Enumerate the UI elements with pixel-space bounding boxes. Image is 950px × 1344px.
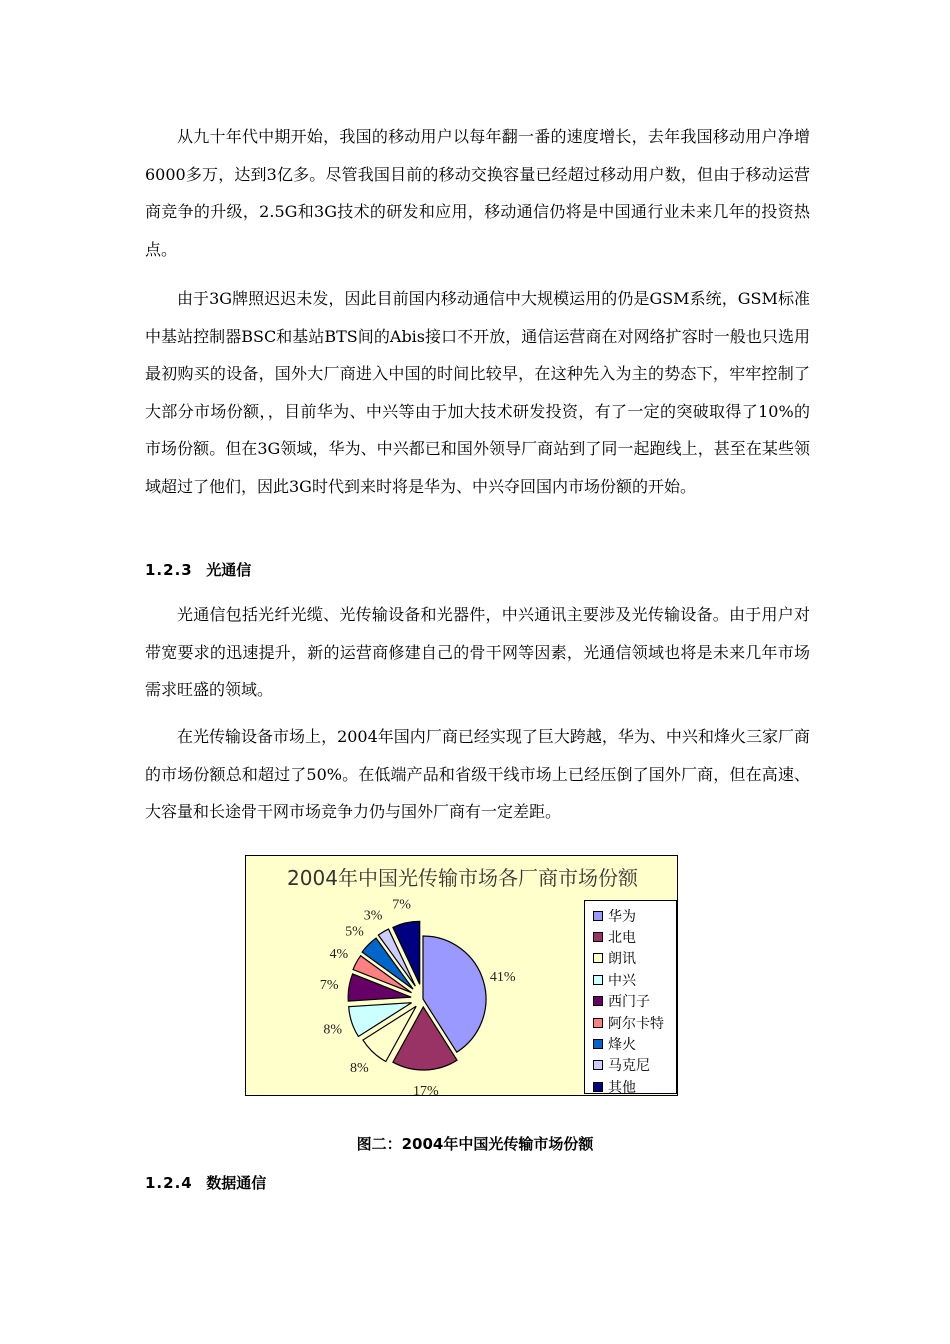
section-number: 1.2.4 [145,1174,193,1192]
slice-data-label: 41% [489,969,516,985]
legend-item [593,991,676,1012]
slice-data-label: 8% [350,1060,369,1076]
legend-item [593,1055,676,1076]
legend-label: 朗讯 [608,951,636,968]
section-title: 数据通信 [206,1174,267,1192]
legend-swatch [593,975,603,985]
legend-swatch [593,1039,603,1049]
slice-data-label: 17% [413,1083,439,1097]
legend-label: 其他 [608,1079,636,1096]
paragraph-optical-intro: 光通信包括光纤光缆、光传输设备和光器件，中兴通讯主要涉及光传输设备。由于用户对带宽要求的迅速提升，新的运营商修建自己的骨干网等因素，光通信领域也将是未来几年市场需求旺盛的领域。 [145,605,810,699]
legend-label: 阿尔卡特 [608,1015,664,1032]
section-heading-1-2-4 [145,1172,266,1193]
slice-data-label: 8% [323,1022,342,1038]
paragraph-gsm-market: 由于3G牌照迟迟未发，因此目前国内移动通信中大规模运用的仍是GSM系统，GSM标准中基站控制器BSC和基站BTS间的Abis接口不开放，通信运营商在对网络扩容时一般也只选用最初购买的设备，国外大厂商进入中国的时间比较早，在这种先入为主的势态下，牢牢控制了大部分市场份额，，目前华为、中兴等由于加大技术研发投资，有了一定的突破取得了10%的市场份额。但在3G领域，华为、中兴都已和国外领导厂商站到了同一起跑线上，甚至在某些领域超过了他们，因此3G时代到来时将是华为、中兴夺回国内市场份额的开始。 [145,289,810,496]
legend-label: 北电 [608,930,636,947]
legend-label: 马克尼 [608,1058,650,1075]
figure-caption: 图二：2004年中国光传输市场份额 [356,1135,594,1153]
legend-swatch [593,911,603,921]
section-heading-1-2-3 [145,559,251,580]
section-number: 1.2.3 [145,561,193,579]
legend-item [593,905,676,926]
chart-legend [584,900,677,1094]
legend-label: 西门子 [608,994,650,1011]
paragraph-mobile-growth: 从九十年代中期开始，我国的移动用户以每年翻一番的速度增长，去年我国移动用户净增6000多万，达到3亿多。尽管我国目前的移动交换容量已经超过移动用户数，但由于移动运营商竞争的升级，2.5G和3G技术的研发和应用，移动通信仍将是中国通行业未来几年的投资热点。 [145,127,810,259]
legend-swatch [593,1082,603,1092]
legend-label: 烽火 [608,1037,636,1054]
legend-item [593,948,676,969]
market-share-chart [245,855,678,1096]
legend-label: 华为 [608,908,636,925]
legend-item [593,969,676,990]
legend-label: 中兴 [608,972,636,989]
legend-item [593,926,676,947]
slice-data-label: 3% [363,908,383,924]
legend-item [593,1012,676,1033]
slice-data-label: 7% [319,978,339,994]
legend-item [593,1076,676,1097]
paragraph-optical-market: 在光传输设备市场上，2004年国内厂商已经实现了巨大跨越，华为、中兴和烽火三家厂商的市场份额总和超过了50%。在低端产品和省级干线市场上已经压倒了国外厂商，但在高速、大容量和长途骨干网市场竞争力仍与国外厂商有一定差距。 [145,727,810,821]
legend-item [593,1033,676,1054]
legend-swatch [593,996,603,1006]
legend-swatch [593,953,603,963]
legend-swatch [593,932,603,942]
chart-title: 2004年中国光传输市场各厂商市场份额 [287,866,638,890]
section-title: 光通信 [206,561,252,579]
slice-data-label: 7% [392,897,411,913]
legend-swatch [593,1018,603,1028]
legend-swatch [593,1060,603,1070]
slice-data-label: 4% [329,946,349,962]
slice-data-label: 5% [345,924,364,940]
